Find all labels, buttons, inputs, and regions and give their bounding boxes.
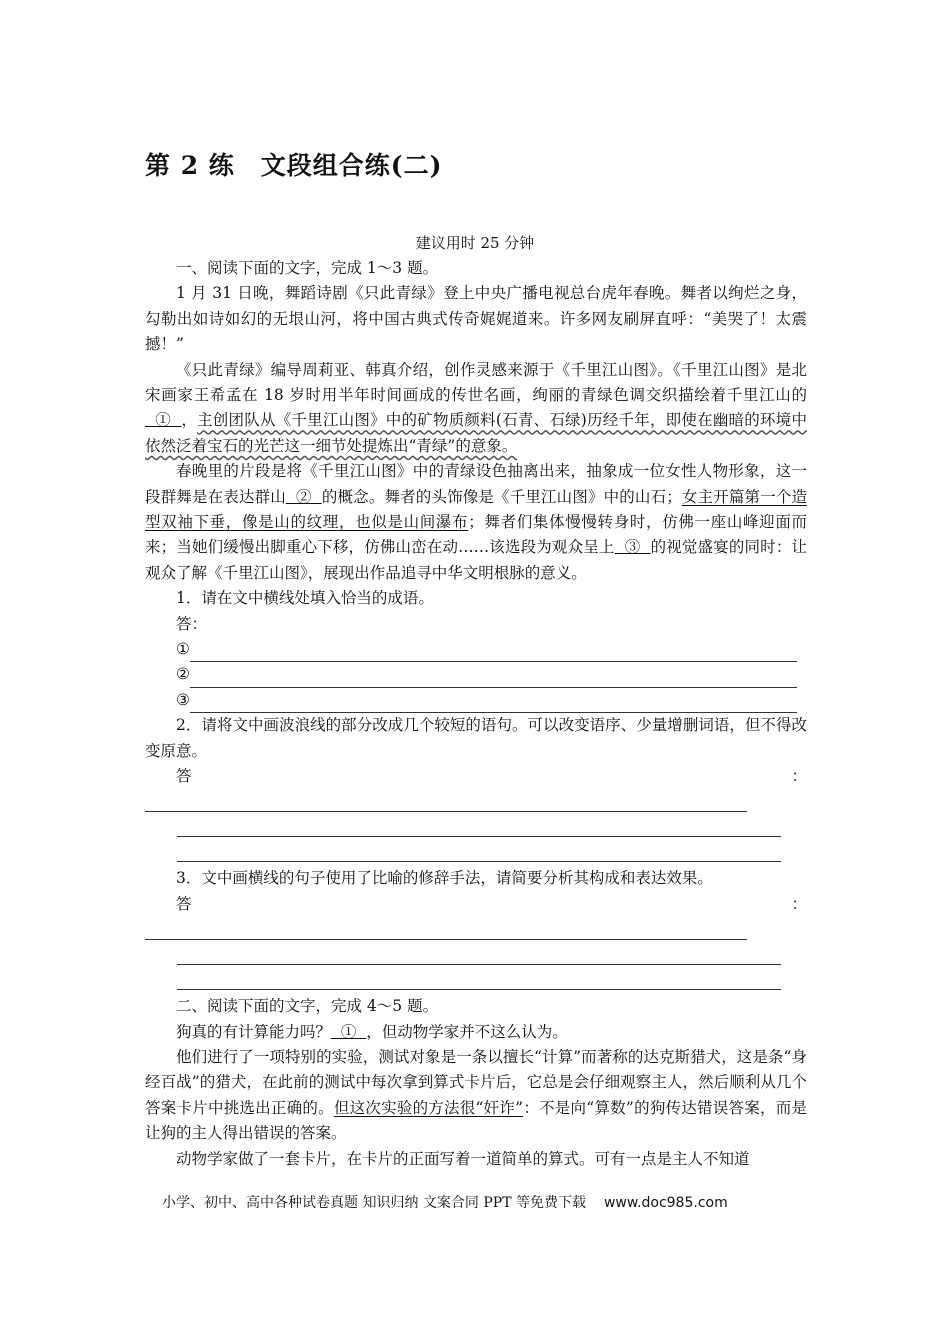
answer-line-3[interactable] [176,688,807,713]
section2-heading: 二、阅读下面的文字，完成 4～5 题。 [176,997,439,1016]
answer-line[interactable] [177,837,781,862]
section2-paragraph-1 [145,1020,807,1045]
answer-line[interactable] [177,940,781,965]
section1-paragraph-2 [145,358,807,460]
page-footer [162,1192,728,1212]
paragraph-text: ；舞者们集体慢慢转身时，仿佛一座山峰迎面而来；当她们缓慢出脚重心下移，仿佛山峦在动……该选段为观众呈上 [145,513,807,557]
paragraph-text: ， [181,411,198,430]
wavy-underlined-sentence: 主创团队从《千里江山图》中的矿物质颜料(石青、石绿)历经千年，即使在幽暗的环境中依然泛着宝石的光芒这一细节处提炼出“青绿”的意象。 [145,411,807,455]
page-title: 第 2 练 文段组合练(二) [145,151,443,180]
answer-blank-line [190,643,797,662]
question-1: 1．请在文中横线处填入恰当的成语。 [176,589,434,608]
answer-line-2[interactable] [176,662,807,687]
answer-line[interactable] [145,917,747,940]
section1-heading: 一、阅读下面的文字，完成 1～3 题。 [176,259,439,277]
answer-mark: ① [176,640,190,659]
answer-blank-line [190,694,797,713]
paragraph-text: 的概念。舞者的头饰像是《千里江山图》中的山石； [321,487,682,506]
fill-blank-2: ② [285,487,322,506]
paragraph-text: ，但动物学家并不这么认为。 [366,1022,568,1041]
answer-line-1[interactable] [176,637,807,662]
suggested-time: 建议用时 25 分钟 [415,234,535,252]
underlined-sentence: 但这次实验的方法很“奸诈” [333,1098,524,1117]
answer-label: 答： [176,614,208,633]
paragraph-text: 《只此青绿》编导周莉亚、韩真介绍，创作灵感来源于《千里江山图》。《千里江山图》是北宋画家王希孟在 18 岁时用半年时间画成的传世名画，绚丽的青绿色调交织描绘着千里江山的 [145,360,807,405]
answer-line[interactable] [177,812,781,837]
fill-blank-3: ③ [614,538,651,557]
section2-paragraph-3: 动物学家做了一套卡片，在卡片的正面写着一道简单的算式。可有一点是主人不知道 [176,1149,750,1168]
question-3: 3．文中画横线的句子使用了比喻的修辞手法，请简要分析其构成和表达效果。 [176,869,713,888]
answer-row [145,764,807,789]
underlined-sentence: 女主开篇第一个造型双袖下垂，像是山的纹理，也似是山间瀑布 [145,487,807,532]
section1-paragraph-3 [145,459,807,586]
paragraph-text: 春晚里的片段是将《千里江山图》中的青绿设色抽离出来，抽象成一位女性人物形象，这一段群舞是在表达群山 [145,462,807,506]
document-body [145,256,807,1172]
footer-url[interactable]: www.doc985.com [603,1195,728,1211]
answer-line[interactable] [177,965,781,990]
section2-paragraph-2 [145,1045,807,1147]
paragraph-text: 他们进行了一项特别的实验，测试对象是一条以擅长“计算”而著称的达克斯猎犬，这是条“身经百战”的猎犬，在此前的测试中每次拿到算式卡片后，它总是会仔细观察主人，然后顺利从几个答案卡片中挑选出正确的。 [145,1048,807,1117]
answer-colon: ： [791,767,807,786]
answer-char: 答 [176,767,192,786]
fill-blank-1: ① [331,1022,367,1041]
answer-line[interactable] [145,789,747,812]
paragraph-text: 的视觉盛宴的同时：让观众了解《千里江山图》，展现出作品追寻中华文明根脉的意义。 [145,538,807,582]
answer-colon: ： [791,894,807,913]
answer-blank-line [190,669,797,688]
answer-mark: ② [176,665,190,684]
section1-paragraph-1: 1 月 31 日晚，舞蹈诗剧《只此青绿》登上中央广播电视总台虎年春晚。舞者以绚烂之身，勾勒出如诗如幻的无垠山河，将中国古典式传奇娓娓道来。许多网友刷屏直呼：“美哭了！太震撼！” [145,284,807,354]
paragraph-text: 狗真的有计算能力吗？ [176,1022,332,1041]
question-2: 2．请将文中画波浪线的部分改成几个较短的语句。可以改变语序、少量增删词语，但不得改变原意。 [145,716,807,760]
answer-char: 答 [176,894,192,913]
fill-blank-1: ① [145,411,182,430]
answer-row [145,892,807,917]
answer-mark: ③ [176,690,190,709]
paragraph-text: ：不是向“算数”的狗传达错误答案，而是让狗的主人得出错误的答案。 [145,1098,807,1143]
footer-text: 小学、初中、高中各种试卷真题 知识归纳 文案合同 PPT 等免费下载 [162,1195,586,1211]
